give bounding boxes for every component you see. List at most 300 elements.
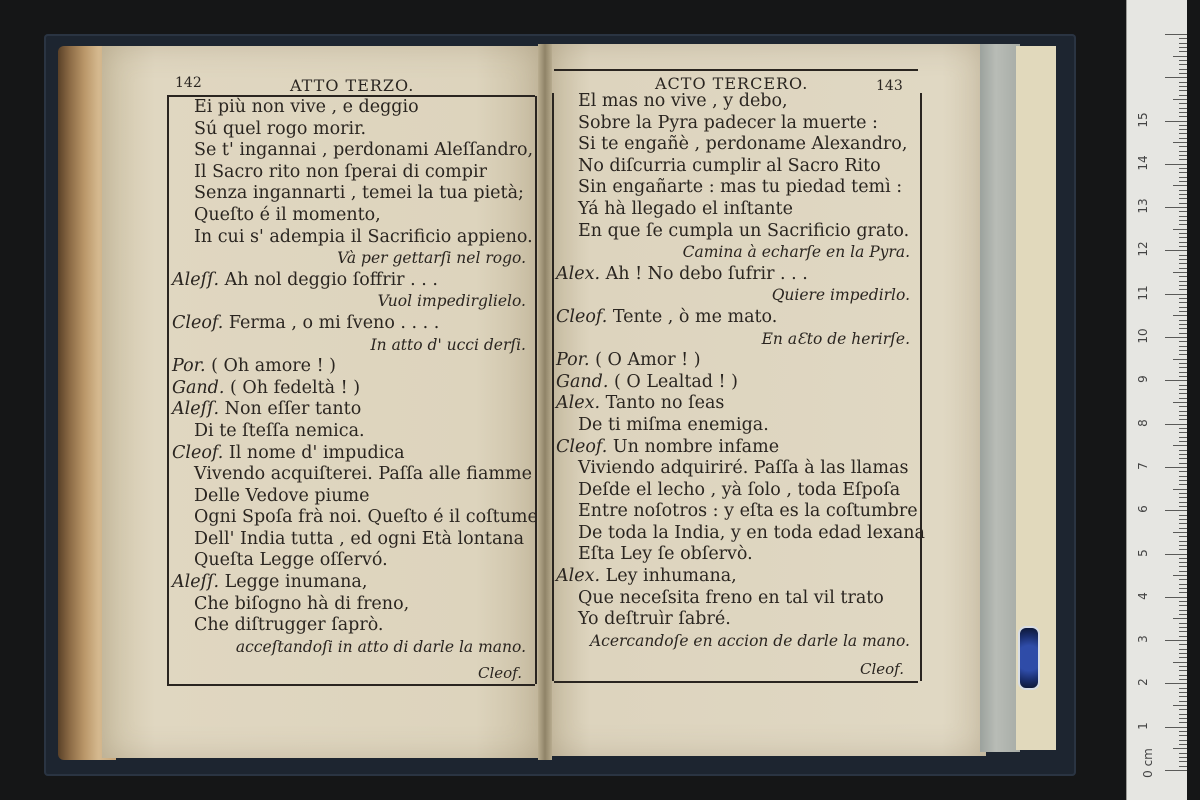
ruler-tick	[1179, 324, 1187, 325]
ruler-tick	[1165, 510, 1187, 511]
ruler-tick	[1179, 216, 1187, 217]
speech-text: ( Oh fedeltà ! )	[224, 377, 361, 398]
ruler-tick	[1165, 207, 1187, 208]
ruler-tick	[1179, 515, 1187, 516]
speech-line	[556, 307, 914, 329]
ruler-tick	[1179, 450, 1187, 451]
verse-line	[172, 464, 530, 486]
ruler-tick	[1179, 675, 1187, 676]
verse-text: Yo deſtruìr ſabré.	[578, 609, 731, 630]
speech-line	[172, 572, 530, 594]
verse-text: Ei più non vive , e deggio	[194, 97, 419, 117]
ruler-tick	[1179, 419, 1187, 420]
verse-line	[556, 480, 914, 502]
verse-text: Sin engañarte : mas tu piedad temì :	[578, 177, 903, 198]
ruler-number: 7	[1136, 462, 1150, 470]
ruler-tick	[1179, 138, 1187, 139]
verse-line	[172, 226, 533, 249]
ruler-tick	[1179, 761, 1187, 762]
ruler-tick	[1179, 289, 1187, 290]
ruler-tick	[1165, 640, 1187, 641]
speaker-name: Por.	[556, 350, 590, 371]
measuring-ruler	[1126, 0, 1187, 800]
speech-text: Ferma , o mi ſveno . . . .	[223, 312, 440, 333]
ruler-tick	[1179, 679, 1187, 680]
ruler-tick	[1179, 363, 1187, 364]
speaker-name: Alex.	[556, 393, 601, 414]
ruler-tick	[1179, 731, 1187, 732]
ruler-number: 5	[1136, 548, 1150, 557]
ruler-tick	[1173, 748, 1187, 749]
ruler-tick	[1179, 441, 1187, 442]
right-page-stack	[980, 44, 1020, 752]
ruler-tick	[1179, 757, 1187, 758]
ruler-tick	[1179, 631, 1187, 632]
ruler-tick	[1179, 155, 1187, 156]
running-header-left: ATTO TERZO.	[290, 76, 415, 95]
verse-line	[172, 162, 530, 184]
stage-direction	[172, 291, 530, 313]
ruler-tick	[1179, 605, 1187, 606]
ruler-number: 10	[1136, 328, 1150, 344]
ruler-tick	[1179, 177, 1187, 178]
verse-text: Senza ingannarti , temei la tua pietà;	[194, 183, 524, 204]
ruler-tick	[1179, 159, 1187, 160]
ruler-tick	[1179, 541, 1187, 542]
speech-line	[172, 270, 530, 292]
ruler-tick	[1179, 562, 1187, 563]
verse-line	[172, 615, 530, 637]
ruler-tick	[1179, 259, 1187, 260]
verse-text: De toda la India, y en toda edad lexana	[578, 522, 925, 543]
ruler-tick	[1179, 545, 1187, 546]
verse-text: Eſta Ley ſe obſervò.	[578, 544, 753, 565]
ruler-tick	[1179, 558, 1187, 559]
ruler-tick	[1179, 471, 1187, 472]
ruler-tick	[1179, 458, 1187, 459]
speech-line	[556, 393, 914, 415]
ruler-tick	[1179, 60, 1187, 61]
ruler-tick	[1179, 454, 1187, 455]
ruler-tick	[1179, 502, 1187, 503]
ruler-tick	[1179, 151, 1187, 152]
ruler-number: 11	[1136, 285, 1150, 301]
ruler-tick	[1165, 294, 1187, 295]
ruler-tick	[1179, 328, 1187, 329]
ruler-tick	[1173, 445, 1187, 446]
ruler-tick	[1179, 220, 1187, 221]
ruler-tick	[1165, 554, 1187, 555]
ruler-tick	[1173, 359, 1187, 360]
ruler-tick	[1165, 727, 1187, 728]
ruler-tick	[1179, 95, 1187, 96]
ruler-tick	[1179, 666, 1187, 667]
ruler-tick	[1165, 467, 1187, 468]
verse-text: Yá hà llegado el inſtante	[578, 198, 793, 219]
ruler-tick	[1165, 250, 1187, 251]
ruler-tick	[1179, 601, 1187, 602]
verse-text: Che diſtrugger ſaprò.	[194, 615, 384, 636]
ruler-tick	[1179, 753, 1187, 754]
verse-line	[172, 205, 530, 227]
speech-line	[172, 443, 530, 465]
catchword-left: Cleof.	[478, 664, 522, 682]
ruler-tick	[1179, 125, 1187, 126]
speech-text: Tanto no ſeas	[600, 393, 725, 414]
ruler-tick	[1179, 354, 1187, 355]
ruler-tick	[1179, 649, 1187, 650]
ruler-number: 6	[1136, 505, 1150, 514]
speaker-name: Aleſſ.	[172, 572, 220, 593]
verse-line	[556, 134, 914, 156]
speech-text: Il nome d' impudica	[223, 442, 405, 463]
ruler-tick	[1179, 224, 1187, 225]
ruler-tick	[1179, 86, 1187, 87]
verse-text: Deſde el lecho , yà ſolo , toda Eſpoſa	[578, 479, 901, 500]
ruler-tick	[1179, 281, 1187, 282]
speaker-name: Alex.	[556, 566, 601, 587]
ruler-tick	[1165, 77, 1187, 78]
ruler-tick	[1179, 108, 1187, 109]
speech-line	[556, 437, 914, 459]
ruler-tick	[1179, 740, 1187, 741]
ruler-tick	[1179, 268, 1187, 269]
ruler-tick	[1179, 428, 1187, 429]
ruler-tick	[1173, 489, 1187, 490]
ruler-tick	[1179, 51, 1187, 52]
ruler-tick	[1179, 528, 1187, 529]
ruler-tick	[1179, 497, 1187, 498]
ruler-tick	[1179, 398, 1187, 399]
ruler-tick	[1179, 350, 1187, 351]
ruler-tick	[1173, 229, 1187, 230]
ruler-tick	[1179, 437, 1187, 438]
verse-line	[556, 588, 914, 610]
ruler-tick	[1179, 172, 1187, 173]
speech-text: Ah nol deggio ſoffrir . . .	[219, 269, 438, 290]
ruler-tick	[1179, 90, 1187, 91]
ruler-tick	[1179, 744, 1187, 745]
speech-line	[556, 566, 914, 588]
ruler-tick	[1165, 121, 1187, 122]
ruler-tick	[1179, 129, 1187, 130]
verse-text: En que ſe cumpla un Sacrificio grato.	[578, 220, 910, 241]
ruler-tick	[1179, 112, 1187, 113]
ruler-tick	[1179, 246, 1187, 247]
ruler-tick	[1179, 614, 1187, 615]
stage-direction	[556, 285, 914, 307]
ruler-tick	[1179, 372, 1187, 373]
ruler-tick	[1179, 549, 1187, 550]
ruler-tick	[1179, 519, 1187, 520]
ruler-tick	[1179, 302, 1187, 303]
ruler-tick	[1179, 276, 1187, 277]
ruler-tick	[1179, 116, 1187, 117]
speaker-name: Alex.	[556, 263, 601, 284]
ruler-tick	[1165, 164, 1187, 165]
verse-text: In cui s' adempia il Sacrificio appieno.	[194, 226, 533, 247]
ruler-tick	[1179, 255, 1187, 256]
ruler-tick	[1179, 406, 1187, 407]
speaker-name: Por.	[172, 356, 206, 377]
ruler-tick	[1179, 523, 1187, 524]
speech-line	[556, 372, 914, 394]
ruler-tick	[1179, 476, 1187, 477]
ruler-tick	[1179, 588, 1187, 589]
verse-line	[556, 544, 914, 566]
verse-text: Si te engañè , perdoname Alexandro,	[578, 134, 908, 155]
speech-text: ( O Lealtad ! )	[608, 371, 738, 392]
footer-rule-left	[167, 684, 535, 686]
stage-direction	[172, 637, 530, 659]
verse-line	[556, 221, 914, 243]
ruler-tick	[1179, 103, 1187, 104]
stage-direction-text: Và per gettarſi nel rogo.	[337, 249, 526, 268]
ruler-tick	[1173, 185, 1187, 186]
ruler-tick	[1179, 367, 1187, 368]
speaker-name: Aleſſ.	[172, 399, 220, 420]
verse-line	[556, 458, 914, 480]
verse-text: Sobre la Pyra padecer la muerte :	[578, 112, 878, 133]
stage-direction-text: Camina à echarſe en la Pyra.	[682, 243, 910, 262]
verse-text: Di te ſteſſa nemica.	[194, 420, 365, 441]
speech-text: Legge inumana,	[219, 572, 368, 593]
verse-line	[556, 501, 918, 523]
ruler-tick	[1179, 584, 1187, 585]
speech-line	[172, 356, 530, 378]
ruler-tick	[1179, 536, 1187, 537]
speech-line	[556, 350, 914, 372]
ruler-tick	[1179, 718, 1187, 719]
ruler-tick	[1179, 610, 1187, 611]
ruler-tick	[1179, 735, 1187, 736]
ruler-tick	[1179, 307, 1187, 308]
ruler-number: 12	[1136, 241, 1150, 258]
verse-line	[172, 421, 530, 443]
ruler-unit-label: 0 cm	[1141, 748, 1155, 778]
header-rule-right	[554, 69, 918, 71]
verse-line	[172, 183, 530, 205]
ruler-tick	[1179, 657, 1187, 658]
verse-line	[172, 594, 530, 616]
ruler-tick	[1179, 211, 1187, 212]
speaker-name: Cleof.	[556, 306, 608, 327]
ruler-number: 13	[1136, 198, 1150, 214]
ruler-tick	[1179, 571, 1187, 572]
ruler-tick	[1179, 411, 1187, 412]
verse-line	[556, 522, 925, 545]
verse-line	[172, 140, 534, 162]
ruler-tick	[1173, 315, 1187, 316]
ruler-number: 2	[1136, 678, 1150, 687]
ruler-tick	[1173, 662, 1187, 663]
ruler-tick	[1179, 766, 1187, 767]
verse-line	[172, 119, 530, 141]
verse-text: De ti miſma enemiga.	[578, 414, 769, 435]
blue-clip	[1018, 626, 1040, 690]
speech-text: Ley inhumana,	[600, 566, 737, 587]
footer-rule-right	[554, 681, 918, 683]
verse-text: No diſcurria cumplir al Sacro Rito	[578, 155, 881, 176]
ruler-tick	[1173, 272, 1187, 273]
ruler-tick	[1179, 592, 1187, 593]
speech-text: ( O Amor ! )	[589, 350, 701, 371]
ruler-tick	[1179, 714, 1187, 715]
speech-line	[172, 378, 530, 400]
verse-line	[172, 550, 530, 572]
ruler-tick	[1179, 506, 1187, 507]
ruler-tick	[1179, 644, 1187, 645]
ruler-tick	[1179, 43, 1187, 44]
ruler-tick	[1173, 402, 1187, 403]
book-gutter	[538, 44, 552, 760]
stage-direction	[172, 248, 530, 270]
ruler-tick	[1179, 493, 1187, 494]
ruler-tick	[1179, 38, 1187, 39]
ruler-tick	[1179, 198, 1187, 199]
ruler-tick	[1179, 653, 1187, 654]
page-number-left: 142	[175, 75, 202, 91]
stage-direction-text: En aƐto de herirſe.	[761, 329, 910, 348]
ruler-tick	[1179, 627, 1187, 628]
stage-direction-text: Acercandoſe en accion de darle la mano.	[589, 631, 910, 650]
verse-text: Delle Vedove piume	[194, 485, 370, 506]
speaker-name: Aleſſ.	[172, 269, 220, 290]
verse-text: Vivendo acquiſterei. Paſſa alle fiamme	[194, 464, 532, 485]
ruler-tick	[1179, 341, 1187, 342]
verse-line	[172, 507, 538, 529]
ruler-tick	[1179, 385, 1187, 386]
ruler-tick	[1179, 194, 1187, 195]
verse-text: Ogni Spoſa frà noi. Queſto é il coſtume	[194, 507, 538, 528]
verse-text: Dell' India tutta , ed ogni Età lontana	[194, 528, 525, 549]
ruler-tick	[1179, 233, 1187, 234]
catchword-right: Cleof.	[860, 660, 904, 678]
ruler-tick	[1179, 692, 1187, 693]
speaker-name: Cleof.	[172, 312, 224, 333]
verse-text: Entre noſotros : y eſta es la coſtumbre	[578, 501, 918, 522]
ruler-tick	[1179, 636, 1187, 637]
verse-text: El mas no vive , y debo,	[578, 91, 788, 111]
ruler-tick	[1179, 579, 1187, 580]
ruler-tick	[1179, 237, 1187, 238]
verse-text: Que neceſsita freno en tal vil trato	[578, 587, 884, 608]
ruler-tick	[1179, 480, 1187, 481]
ruler-tick	[1179, 263, 1187, 264]
ruler-tick	[1173, 618, 1187, 619]
verse-line	[556, 177, 914, 199]
ruler-number: 4	[1136, 591, 1150, 600]
verse-line	[172, 486, 530, 508]
speaker-name: Gand.	[172, 377, 225, 398]
speaker-name: Gand.	[556, 371, 609, 392]
stage-direction-text: acceſtandoſi in atto di darle la mano.	[235, 637, 526, 656]
verse-text: Queſta Legge oſſervó.	[194, 550, 388, 571]
ruler-tick	[1179, 285, 1187, 286]
right-text-block	[556, 91, 925, 652]
verse-line	[556, 609, 914, 631]
ruler-tick	[1179, 346, 1187, 347]
ruler-tick	[1179, 670, 1187, 671]
ruler-number: 9	[1136, 375, 1150, 384]
ruler-tick	[1179, 623, 1187, 624]
ruler-tick	[1179, 709, 1187, 710]
ruler-tick	[1173, 532, 1187, 533]
ruler-tick	[1165, 597, 1187, 598]
ruler-number: 3	[1136, 635, 1150, 643]
ruler-tick	[1179, 688, 1187, 689]
ruler-number: 8	[1136, 418, 1150, 427]
ruler-tick	[1179, 320, 1187, 321]
ruler-tick	[1179, 701, 1187, 702]
speech-text: Tente , ò me mato.	[607, 306, 778, 327]
ruler-tick	[1179, 311, 1187, 312]
ruler-tick	[1179, 696, 1187, 697]
ruler-tick	[1179, 181, 1187, 182]
speech-line	[556, 264, 914, 286]
ruler-tick	[1179, 73, 1187, 74]
speaker-name: Cleof.	[556, 436, 608, 457]
stage-direction-text: In atto d' ucci derſi.	[370, 335, 526, 354]
ruler-number: 1	[1136, 721, 1150, 730]
verse-text: Il Sacro rito non ſperai di compir	[194, 161, 487, 182]
speech-line	[172, 313, 530, 335]
ruler-tick	[1179, 69, 1187, 70]
verse-line	[556, 199, 914, 221]
ruler-tick	[1179, 393, 1187, 394]
ruler-tick	[1173, 705, 1187, 706]
stage-direction-text: Vuol impedirglielo.	[377, 292, 526, 311]
ruler-tick	[1179, 432, 1187, 433]
ruler-tick	[1173, 99, 1187, 100]
ruler-tick	[1179, 298, 1187, 299]
ruler-tick	[1179, 484, 1187, 485]
ruler-tick	[1179, 190, 1187, 191]
verse-line	[556, 113, 914, 135]
verse-text: Se t' ingannai , perdonami Aleſſandro,	[194, 140, 534, 161]
ruler-tick	[1179, 82, 1187, 83]
ruler-tick	[1179, 203, 1187, 204]
stage-direction	[556, 329, 914, 351]
ruler-tick	[1173, 142, 1187, 143]
ruler-tick	[1165, 34, 1187, 35]
verse-text: Queſto é il momento,	[194, 204, 381, 225]
running-header-right: ACTO TERCERO.	[655, 74, 809, 93]
stage-direction-text: Quiere impedirlo.	[771, 286, 910, 305]
ruler-tick	[1179, 64, 1187, 65]
ruler-tick	[1165, 683, 1187, 684]
speech-text: Non eſſer tanto	[219, 399, 362, 420]
verse-line	[172, 97, 530, 119]
ruler-number: 15	[1136, 111, 1150, 128]
ruler-tick	[1179, 242, 1187, 243]
verse-line	[172, 529, 530, 551]
ruler-tick	[1179, 376, 1187, 377]
verse-line	[556, 91, 914, 113]
page-number-right: 143	[876, 78, 903, 94]
ruler-number: 14	[1136, 155, 1150, 171]
verse-text: Che biſogno hà di freno,	[194, 593, 410, 614]
speech-text: Un nombre infame	[607, 436, 780, 457]
ruler-tick	[1179, 168, 1187, 169]
speaker-name: Cleof.	[172, 442, 224, 463]
speech-text: ( Oh amore ! )	[205, 356, 337, 377]
ruler-tick	[1179, 722, 1187, 723]
ruler-tick	[1179, 146, 1187, 147]
ruler-tick	[1173, 575, 1187, 576]
stage-direction	[556, 631, 914, 653]
ruler-tick	[1165, 337, 1187, 338]
